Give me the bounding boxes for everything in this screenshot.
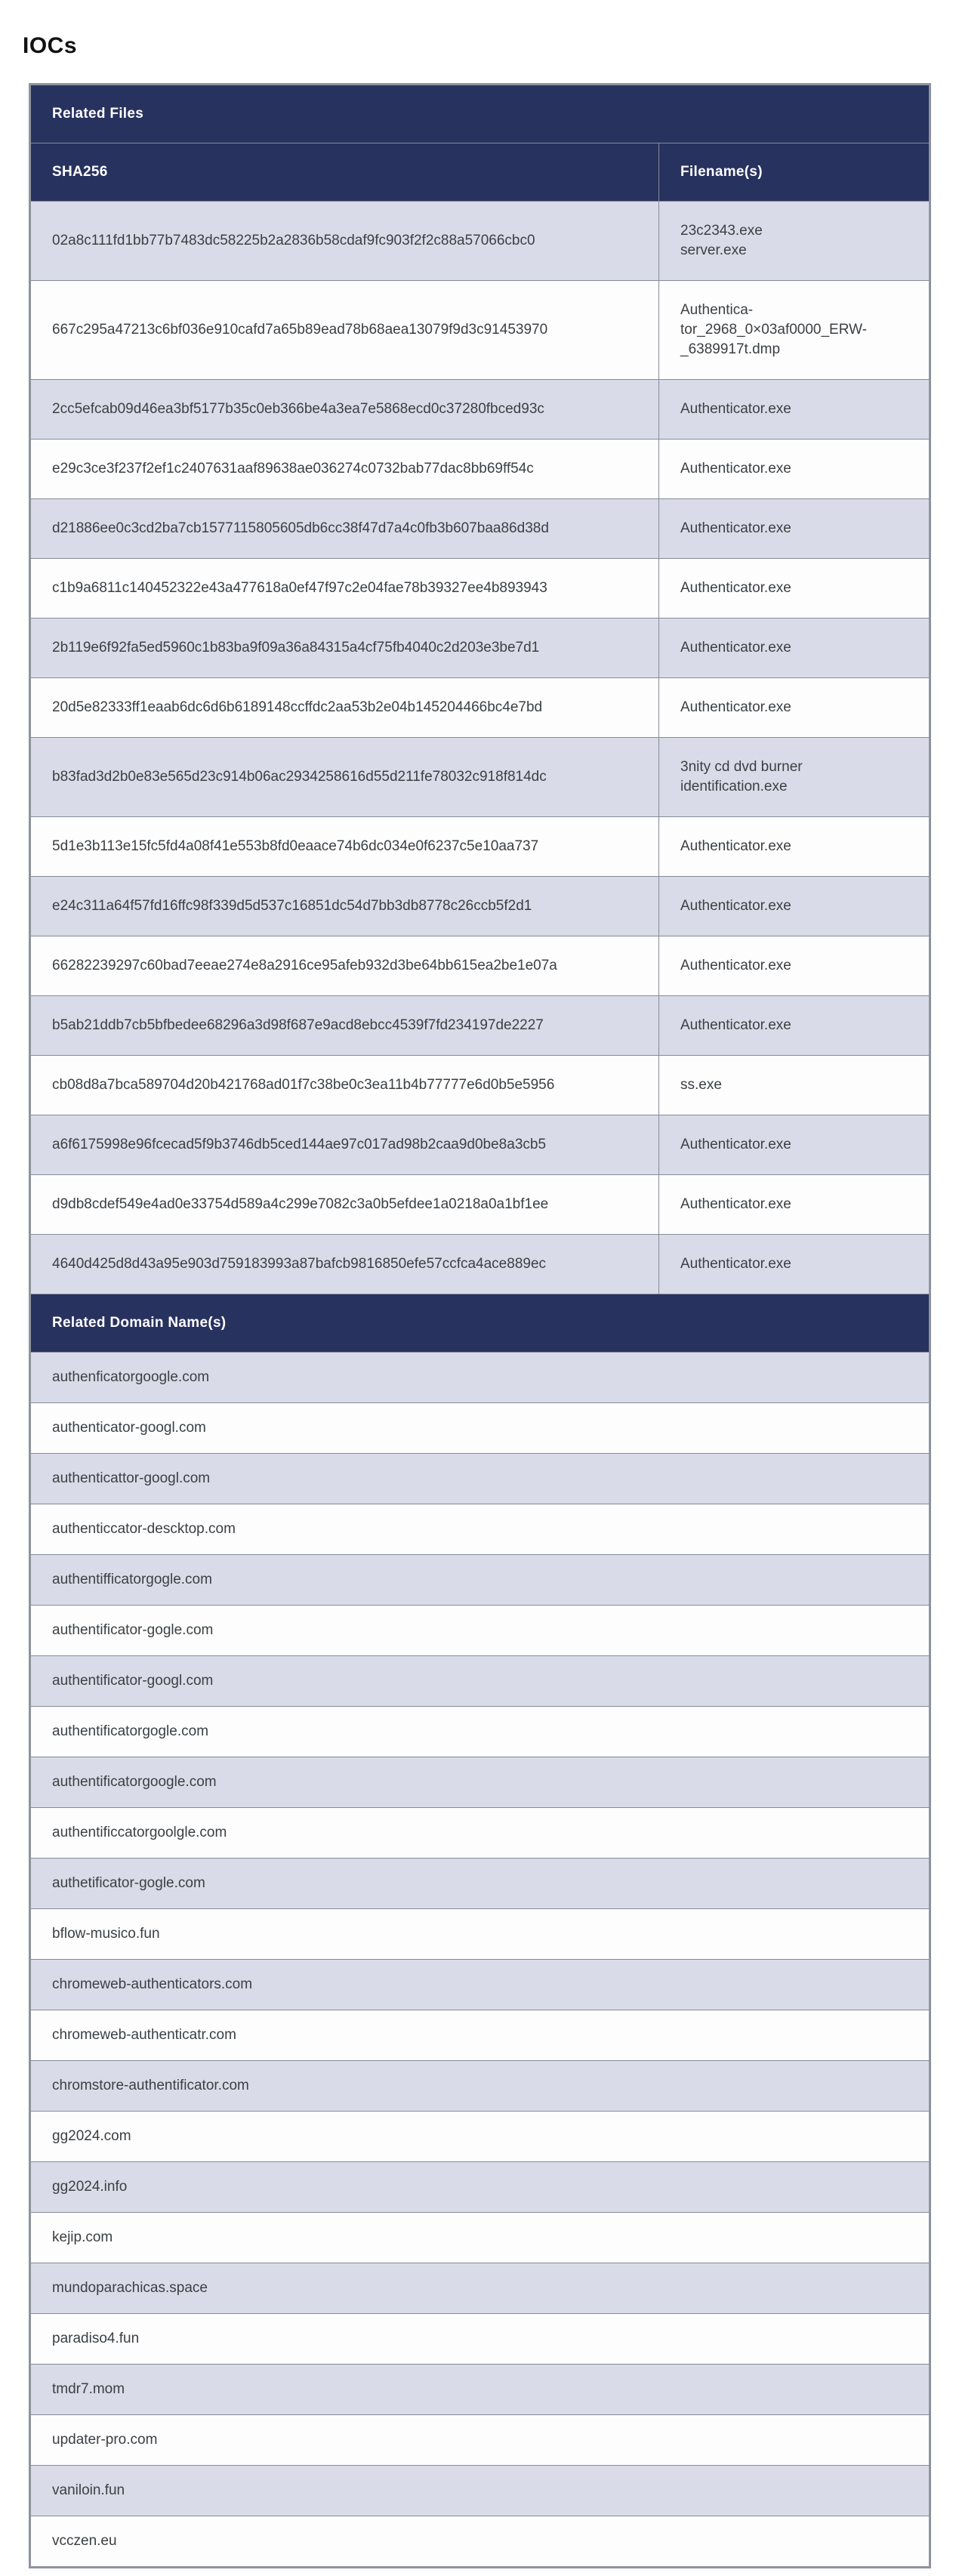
file-row xyxy=(30,380,930,440)
file-row xyxy=(30,678,930,738)
filename-value xyxy=(659,499,930,559)
domain-value: paradiso4.fun xyxy=(30,2314,930,2365)
sha256-value: 02a8c111fd1bb77b7483dc58225b2a2836b58cdaf9fc903f2f2c88a57066cbc0 xyxy=(30,202,659,281)
domain-row xyxy=(30,1859,930,1909)
filename-value xyxy=(659,619,930,678)
filename-value xyxy=(659,738,930,817)
domain-row xyxy=(30,1606,930,1656)
file-row xyxy=(30,619,930,678)
domain-row xyxy=(30,1909,930,1960)
sha256-value: b5ab21ddb7cb5bfbedee68296a3d98f687e9acd8ebcc4539f7fd234197de2227 xyxy=(30,996,659,1056)
sha256-value: 5d1e3b113e15fc5fd4a08f41e553b8fd0eaace74b6dc034e0f6237c5e10aa737 xyxy=(30,817,659,877)
domain-row xyxy=(30,2415,930,2466)
file-row xyxy=(30,1175,930,1235)
sha256-value: b83fad3d2b0e83e565d23c914b06ac2934258616d55d211fe78032c918f814dc xyxy=(30,738,659,817)
column-header-row xyxy=(30,143,930,202)
filename-line: tor_2968_0×03af0000_ERW- xyxy=(680,322,868,338)
domain-value: authentificatorgoogle.com xyxy=(30,1757,930,1808)
file-row xyxy=(30,202,930,281)
domain-row xyxy=(30,1757,930,1808)
domain-row xyxy=(30,2010,930,2061)
domain-value: authentificator-googl.com xyxy=(30,1656,930,1707)
domain-value: chromstore-authentificator.com xyxy=(30,2061,930,2112)
domain-row xyxy=(30,1960,930,2010)
sha256-value: c1b9a6811c140452322e43a477618a0ef47f97c2e04fae78b39327ee4b893943 xyxy=(30,559,659,619)
sha256-value: e24c311a64f57fd16ffc98f339d5d537c16851dc54d7bb3db8778c26ccb5f2d1 xyxy=(30,877,659,936)
domain-value: authentificatorgogle.com xyxy=(30,1707,930,1757)
filename-value xyxy=(659,1235,930,1294)
filename-line: ss.exe xyxy=(680,1077,722,1093)
domain-value: chromeweb-authenticatr.com xyxy=(30,2010,930,2061)
domain-row xyxy=(30,2516,930,2568)
domain-row xyxy=(30,2112,930,2162)
domain-value: gg2024.info xyxy=(30,2162,930,2213)
domain-row xyxy=(30,1454,930,1504)
sha256-value: e29c3ce3f237f2ef1c2407631aaf89638ae036274c0732bab77dac8bb69ff54c xyxy=(30,440,659,499)
filename-line: Authenticator.exe xyxy=(680,401,791,417)
domain-row xyxy=(30,1656,930,1707)
sha256-value: 66282239297c60bad7eeae274e8a2916ce95afeb932d3be64bb615ea2be1e07a xyxy=(30,936,659,996)
filename-line: Authenticator.exe xyxy=(680,461,791,477)
ioc-table xyxy=(29,83,931,2568)
sha256-value: 2cc5efcab09d46ea3bf5177b35c0eb366be4a3ea7e5868ecd0c37280fbced93c xyxy=(30,380,659,440)
domain-value: vcczen.eu xyxy=(30,2516,930,2568)
filename-value xyxy=(659,996,930,1056)
domain-row xyxy=(30,2213,930,2263)
filename-line: identification.exe xyxy=(680,779,788,794)
domain-value: authenticattor-googl.com xyxy=(30,1454,930,1504)
related-domains-header-row xyxy=(30,1294,930,1353)
related-files-header-row xyxy=(30,85,930,143)
filename-line: Authenticator.exe xyxy=(680,1017,791,1033)
file-row xyxy=(30,1115,930,1175)
related-files-body xyxy=(30,202,930,1294)
sha256-value: 4640d425d8d43a95e903d759183993a87bafcb9816850efe57ccfca4ace889ec xyxy=(30,1235,659,1294)
domain-row xyxy=(30,2365,930,2415)
related-domains-body xyxy=(30,1353,930,2568)
domain-row xyxy=(30,1707,930,1757)
domain-row xyxy=(30,2466,930,2516)
file-row xyxy=(30,817,930,877)
filename-line: Authenticator.exe xyxy=(680,1256,791,1272)
filename-line: 23c2343.exe xyxy=(680,223,763,239)
sha256-value: 667c295a47213c6bf036e910cafd7a65b89ead78b68aea13079f9d3c91453970 xyxy=(30,281,659,380)
filename-value xyxy=(659,380,930,440)
column-header-sha256: SHA256 xyxy=(30,143,659,202)
file-row xyxy=(30,281,930,380)
related-files-section-title: Related Files xyxy=(30,85,930,143)
filename-value xyxy=(659,281,930,380)
filename-line: Authenticator.exe xyxy=(680,520,791,536)
file-row xyxy=(30,877,930,936)
domain-row xyxy=(30,1353,930,1403)
filename-line: Authenticator.exe xyxy=(680,699,791,715)
related-domains-section-title: Related Domain Name(s) xyxy=(30,1294,930,1353)
sha256-value: d21886ee0c3cd2ba7cb1577115805605db6cc38f47d7a4c0fb3b607baa86d38d xyxy=(30,499,659,559)
filename-line: Authenticator.exe xyxy=(680,640,791,656)
domain-value: kejip.com xyxy=(30,2213,930,2263)
file-row xyxy=(30,1235,930,1294)
sha256-value: a6f6175998e96fcecad5f9b3746db5ced144ae97c017ad98b2caa9d0be8a3cb5 xyxy=(30,1115,659,1175)
domain-row xyxy=(30,1808,930,1859)
domain-value: authenticator-googl.com xyxy=(30,1403,930,1454)
file-row xyxy=(30,499,930,559)
domain-value: chromeweb-authenticators.com xyxy=(30,1960,930,2010)
filename-value xyxy=(659,1175,930,1235)
file-row xyxy=(30,996,930,1056)
domain-value: updater-pro.com xyxy=(30,2415,930,2466)
column-header-filenames: Filename(s) xyxy=(659,143,930,202)
filename-line: server.exe xyxy=(680,242,747,258)
filename-value xyxy=(659,202,930,281)
domain-value: authenficatorgoogle.com xyxy=(30,1353,930,1403)
domain-value: authentificcatorgoolgle.com xyxy=(30,1808,930,1859)
filename-value xyxy=(659,559,930,619)
page-title: IOCs xyxy=(23,33,78,58)
file-row xyxy=(30,738,930,817)
domain-value: authentifficatorgogle.com xyxy=(30,1555,930,1606)
domain-row xyxy=(30,1504,930,1555)
filename-line: Authenticator.exe xyxy=(680,1196,791,1212)
filename-value xyxy=(659,440,930,499)
filename-line: Authenticator.exe xyxy=(680,1137,791,1152)
filename-line: Authentica- xyxy=(680,302,754,318)
file-row xyxy=(30,440,930,499)
domain-row xyxy=(30,1403,930,1454)
filename-value xyxy=(659,1056,930,1115)
filename-value xyxy=(659,1115,930,1175)
domain-value: gg2024.com xyxy=(30,2112,930,2162)
domain-value: bflow-musico.fun xyxy=(30,1909,930,1960)
sha256-value: 2b119e6f92fa5ed5960c1b83ba9f09a36a84315a4cf75fb4040c2d203e3be7d1 xyxy=(30,619,659,678)
domain-row xyxy=(30,2263,930,2314)
file-row xyxy=(30,936,930,996)
filename-line: Authenticator.exe xyxy=(680,580,791,596)
sha256-value: cb08d8a7bca589704d20b421768ad01f7c38be0c3ea11b4b77777e6d0b5e5956 xyxy=(30,1056,659,1115)
domain-row xyxy=(30,2061,930,2112)
domain-value: mundoparachicas.space xyxy=(30,2263,930,2314)
filename-value xyxy=(659,877,930,936)
domain-value: authetificator-gogle.com xyxy=(30,1859,930,1909)
file-row xyxy=(30,559,930,619)
filename-line: 3nity cd dvd burner xyxy=(680,759,803,775)
domain-value: authentificator-gogle.com xyxy=(30,1606,930,1656)
domain-value: authenticcator-descktop.com xyxy=(30,1504,930,1555)
domain-row xyxy=(30,2162,930,2213)
domain-value: vaniloin.fun xyxy=(30,2466,930,2516)
filename-line: Authenticator.exe xyxy=(680,898,791,914)
filename-line: Authenticator.exe xyxy=(680,838,791,854)
sha256-value: d9db8cdef549e4ad0e33754d589a4c299e7082c3a0b5efdee1a0218a0a1bf1ee xyxy=(30,1175,659,1235)
file-row xyxy=(30,1056,930,1115)
domain-row xyxy=(30,2314,930,2365)
sha256-value: 20d5e82333ff1eaab6dc6d6b6189148ccffdc2aa53b2e04b145204466bc4e7bd xyxy=(30,678,659,738)
filename-line: Authenticator.exe xyxy=(680,958,791,973)
filename-line: _6389917t.dmp xyxy=(680,341,781,357)
filename-value xyxy=(659,817,930,877)
filename-value xyxy=(659,936,930,996)
domain-row xyxy=(30,1555,930,1606)
filename-value xyxy=(659,678,930,738)
domain-value: tmdr7.mom xyxy=(30,2365,930,2415)
